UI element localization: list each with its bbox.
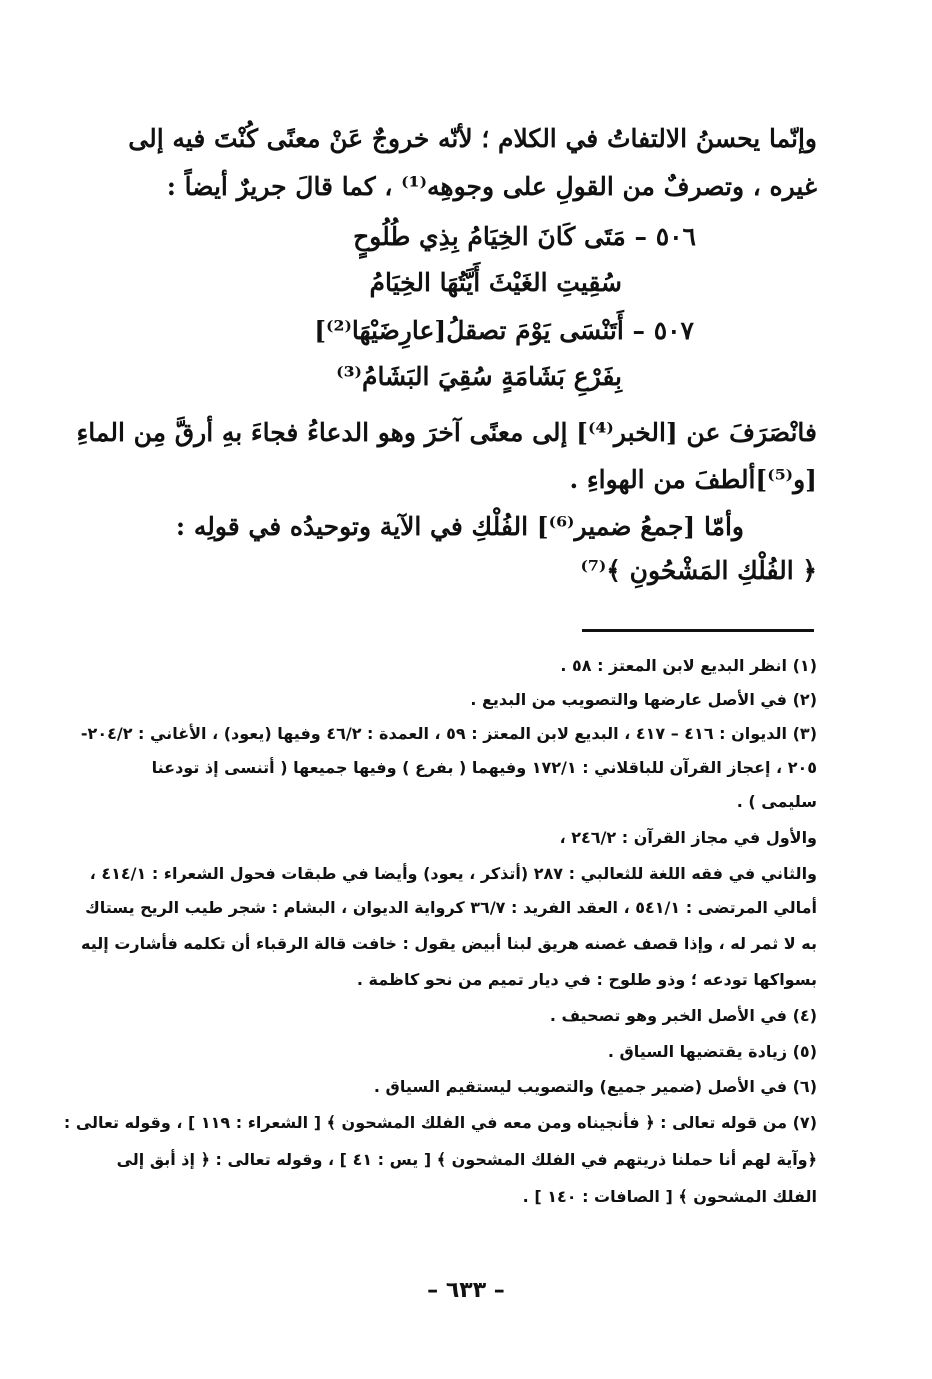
footnote-7-line-1: (٧) من قوله تعالى : ﴿ فأنجيناه ومن معه في الفلك المشحون ﴾ [ الشعراء : ١١٩ ] ، وقوله تعالى : bbox=[63, 1113, 817, 1132]
footnote-1: (١) انظر البديع لابن المعتز : ٥٨ . bbox=[560, 656, 817, 675]
footnote-3-line-2: ٢٠٥ ، إعجاز القرآن للباقلاني : ١٧٢/١ وفيهما ( بفرع ) وفيها جميعها ( أتنسى إذ تودعنا bbox=[151, 758, 817, 777]
footnote-4: (٤) في الأصل الخبر وهو تصحيف . bbox=[549, 1006, 817, 1025]
footnote-7-line-3: الفلك المشحون ﴾ [ الصافات : ١٤٠ ] . bbox=[522, 1187, 817, 1206]
footnote-3-line-1: (٣) الديوان : ٤١٦ – ٤١٧ ، البديع لابن المعتز : ٥٩ ، العمدة : ٤٦/٢ وفيها (يعود) ، الأغاني : ٢٠٤/٢- bbox=[80, 724, 817, 743]
footnote-2: (٢) في الأصل عارضها والتصويب من البديع . bbox=[470, 690, 817, 709]
verse-507-second-hemistich: بِفَرْعِ بَشَامَةٍ سُقِيَ البَشَامُ⁽³⁾ bbox=[336, 362, 622, 391]
quran-quote-line: ﴿ الفُلْكِ المَشْحُونِ ﴾⁽⁷⁾ bbox=[580, 556, 817, 585]
main-text-line-1: وإنّما يحسنُ الالتفاتُ في الكلام ؛ لأنّه خروجٌ عَنْ معنًى كُنْتَ فيه إلى bbox=[128, 124, 817, 153]
footnote-5: (٥) زيادة يقتضيها السياق . bbox=[607, 1042, 817, 1061]
verse-507-first-hemistich: ٥٠٧ – أَتَنْسَى يَوْمَ تصقلُ[عارِضَيْهَا⁽²⁾] bbox=[314, 316, 694, 345]
footnote-3-line-4: والأول في مجاز القرآن : ٢٤٦/٢ ، bbox=[559, 828, 817, 847]
footnote-7-line-2: ﴿وآية لهم أنا حملنا ذريتهم في الفلك المشحون ﴾ [ يس : ٤١ ] ، وقوله تعالى : ﴿ إذ أبق إلى bbox=[116, 1150, 817, 1169]
verse-506-second-hemistich: سُقِيتِ الغَيْثَ أَيَّتُهَا الخِيَامُ bbox=[369, 268, 622, 297]
footnote-6: (٦) في الأصل (ضمير جميع) والتصويب ليستقيم السياق . bbox=[373, 1077, 817, 1096]
footnote-3-line-7: به لا ثمر له ، وإذا قصف غصنه هريق لبنا أبيض يقول : خافت قالة الرقباء أن تكلمه فأشارت إليه bbox=[81, 934, 817, 953]
verse-506-first-hemistich: ٥٠٦ – مَتَى كَانَ الخِيَامُ بِذِي طُلُوحٍ bbox=[353, 222, 696, 251]
main-text-line-5: وأمّا [جمعُ ضمير⁽⁶⁾] الفُلْكِ في الآية وتوحيدُه في قولِه : bbox=[175, 512, 744, 541]
footnote-3-line-6: أمالي المرتضى : ٥٤١/١ ، العقد الفريد : ٣٦/٧ كرواية الديوان ، البشام : شجر طيب الريح يستاك bbox=[85, 898, 817, 917]
main-text-line-2: غيره ، وتصرفٌ من القولِ على وجوهِه⁽¹⁾ ، كما قالَ جريرٌ أيضاً : bbox=[166, 172, 817, 201]
footnote-3-line-5: والثاني في فقه اللغة للثعالبي : ٢٨٧ (أتذكر ، يعود) وأيضا في طبقات فحول الشعراء : ٤١٤/١ ، bbox=[89, 864, 817, 883]
footnote-separator-rule bbox=[582, 629, 814, 632]
footnote-3-line-8: بسواكها تودعه ؛ وذو طلوح : في ديار تميم من نحو كاظمة . bbox=[356, 970, 817, 989]
main-text-line-3: فانْصَرَفَ عن [الخبر⁽⁴⁾] إلى معنًى آخرَ وهو الدعاءُ فجاءَ بهِ أرقَّ مِن الماءِ bbox=[76, 418, 817, 447]
main-text-line-4: [و⁽⁵⁾]ألطفَ من الهواءِ . bbox=[569, 465, 817, 494]
footnote-3-line-3: سليمى ) . bbox=[736, 792, 817, 811]
page-number: – ٦٣٣ – bbox=[427, 1278, 505, 1303]
